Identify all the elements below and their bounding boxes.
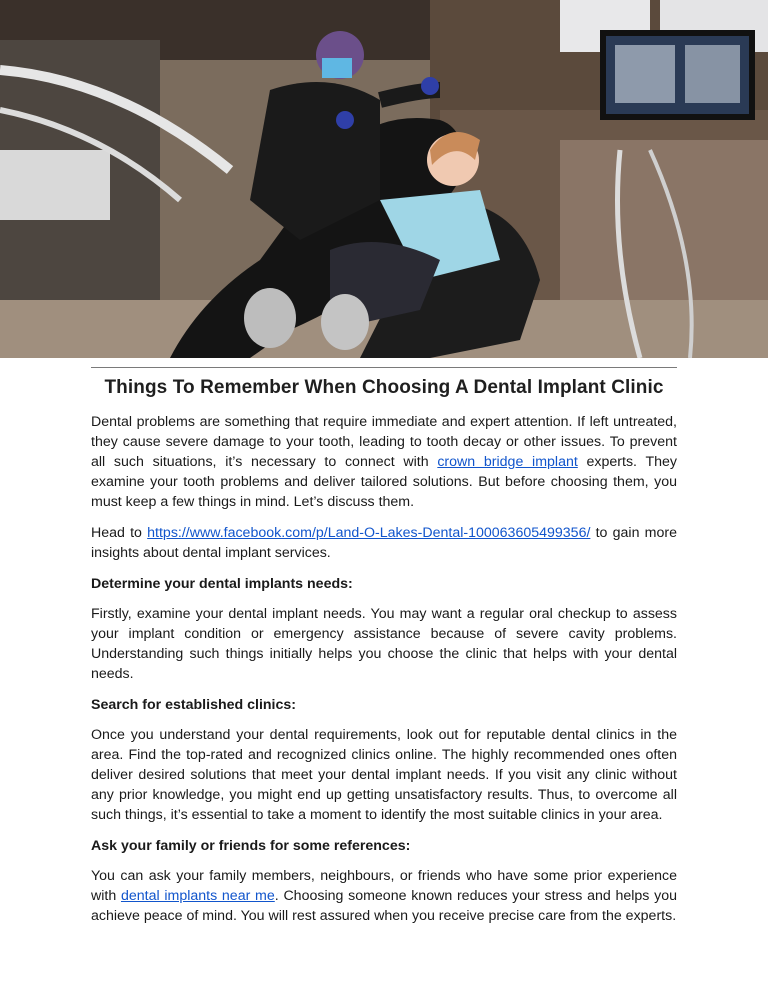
article-body xyxy=(91,412,677,937)
intro-text-start: Dental problems are something that require immediate and expert attention. If left untreated, they cause severe damage to your tooth, leading to tooth decay or other issues. To prevent all such situations, it’s necessary to connect with xyxy=(91,414,677,470)
facebook-link[interactable]: https://www.facebook.com/p/Land-O-Lakes-Dental-100063605499356/ xyxy=(147,525,591,541)
section-3-text-end: . Choosing someone known reduces your stress and helps you achieve peace of mind. You will rest assured when you receive precise care from the experts. xyxy=(91,888,677,924)
article-title: Things To Remember When Choosing A Dental Implant Clinic xyxy=(104,377,664,398)
head-to-paragraph xyxy=(91,523,677,563)
section-3-body xyxy=(91,866,677,926)
intro-text-end: experts. They examine your tooth problems and deliver tailored solutions. But before choosing them, you must keep a few things in mind. Let’s discuss them. xyxy=(91,454,677,510)
hero-image xyxy=(0,0,768,358)
section-1-body: Firstly, examine your dental implant needs. You may want a regular oral checkup to assess your implant condition or emergency assistance because of severe cavity problems. Understanding such things initially helps you choose the clinic that helps with your dental needs. xyxy=(91,606,677,682)
section-3-text-start: You can ask your family members, neighbours, or friends who have some prior experience with xyxy=(91,868,677,904)
section-2-heading: Search for established clinics: xyxy=(91,697,297,713)
crown-bridge-implant-link[interactable]: crown bridge implant xyxy=(437,454,578,470)
section-2-body: Once you understand your dental requirements, look out for reputable dental clinics in the area. Find the top-rated and recognized clinics online. The highly recommended ones often deliver desired solutions that meet your dental implant needs. If you visit any clinic without any prior knowledge, you might end up getting unsatisfactory results. Thus, to overcome all such things, it’s essential to take a moment to identify the most suitable clinics in your area. xyxy=(91,727,677,823)
section-3-heading: Ask your family or friends for some references: xyxy=(91,838,411,854)
dental-implants-near-me-link[interactable]: dental implants near me xyxy=(120,888,275,904)
title-divider xyxy=(91,367,677,368)
head-to-text-end: to gain more insights about dental implant services. xyxy=(91,525,677,561)
section-1-heading: Determine your dental implants needs: xyxy=(91,576,353,592)
intro-paragraph xyxy=(91,412,677,512)
head-to-text-start: Head to xyxy=(91,525,148,541)
